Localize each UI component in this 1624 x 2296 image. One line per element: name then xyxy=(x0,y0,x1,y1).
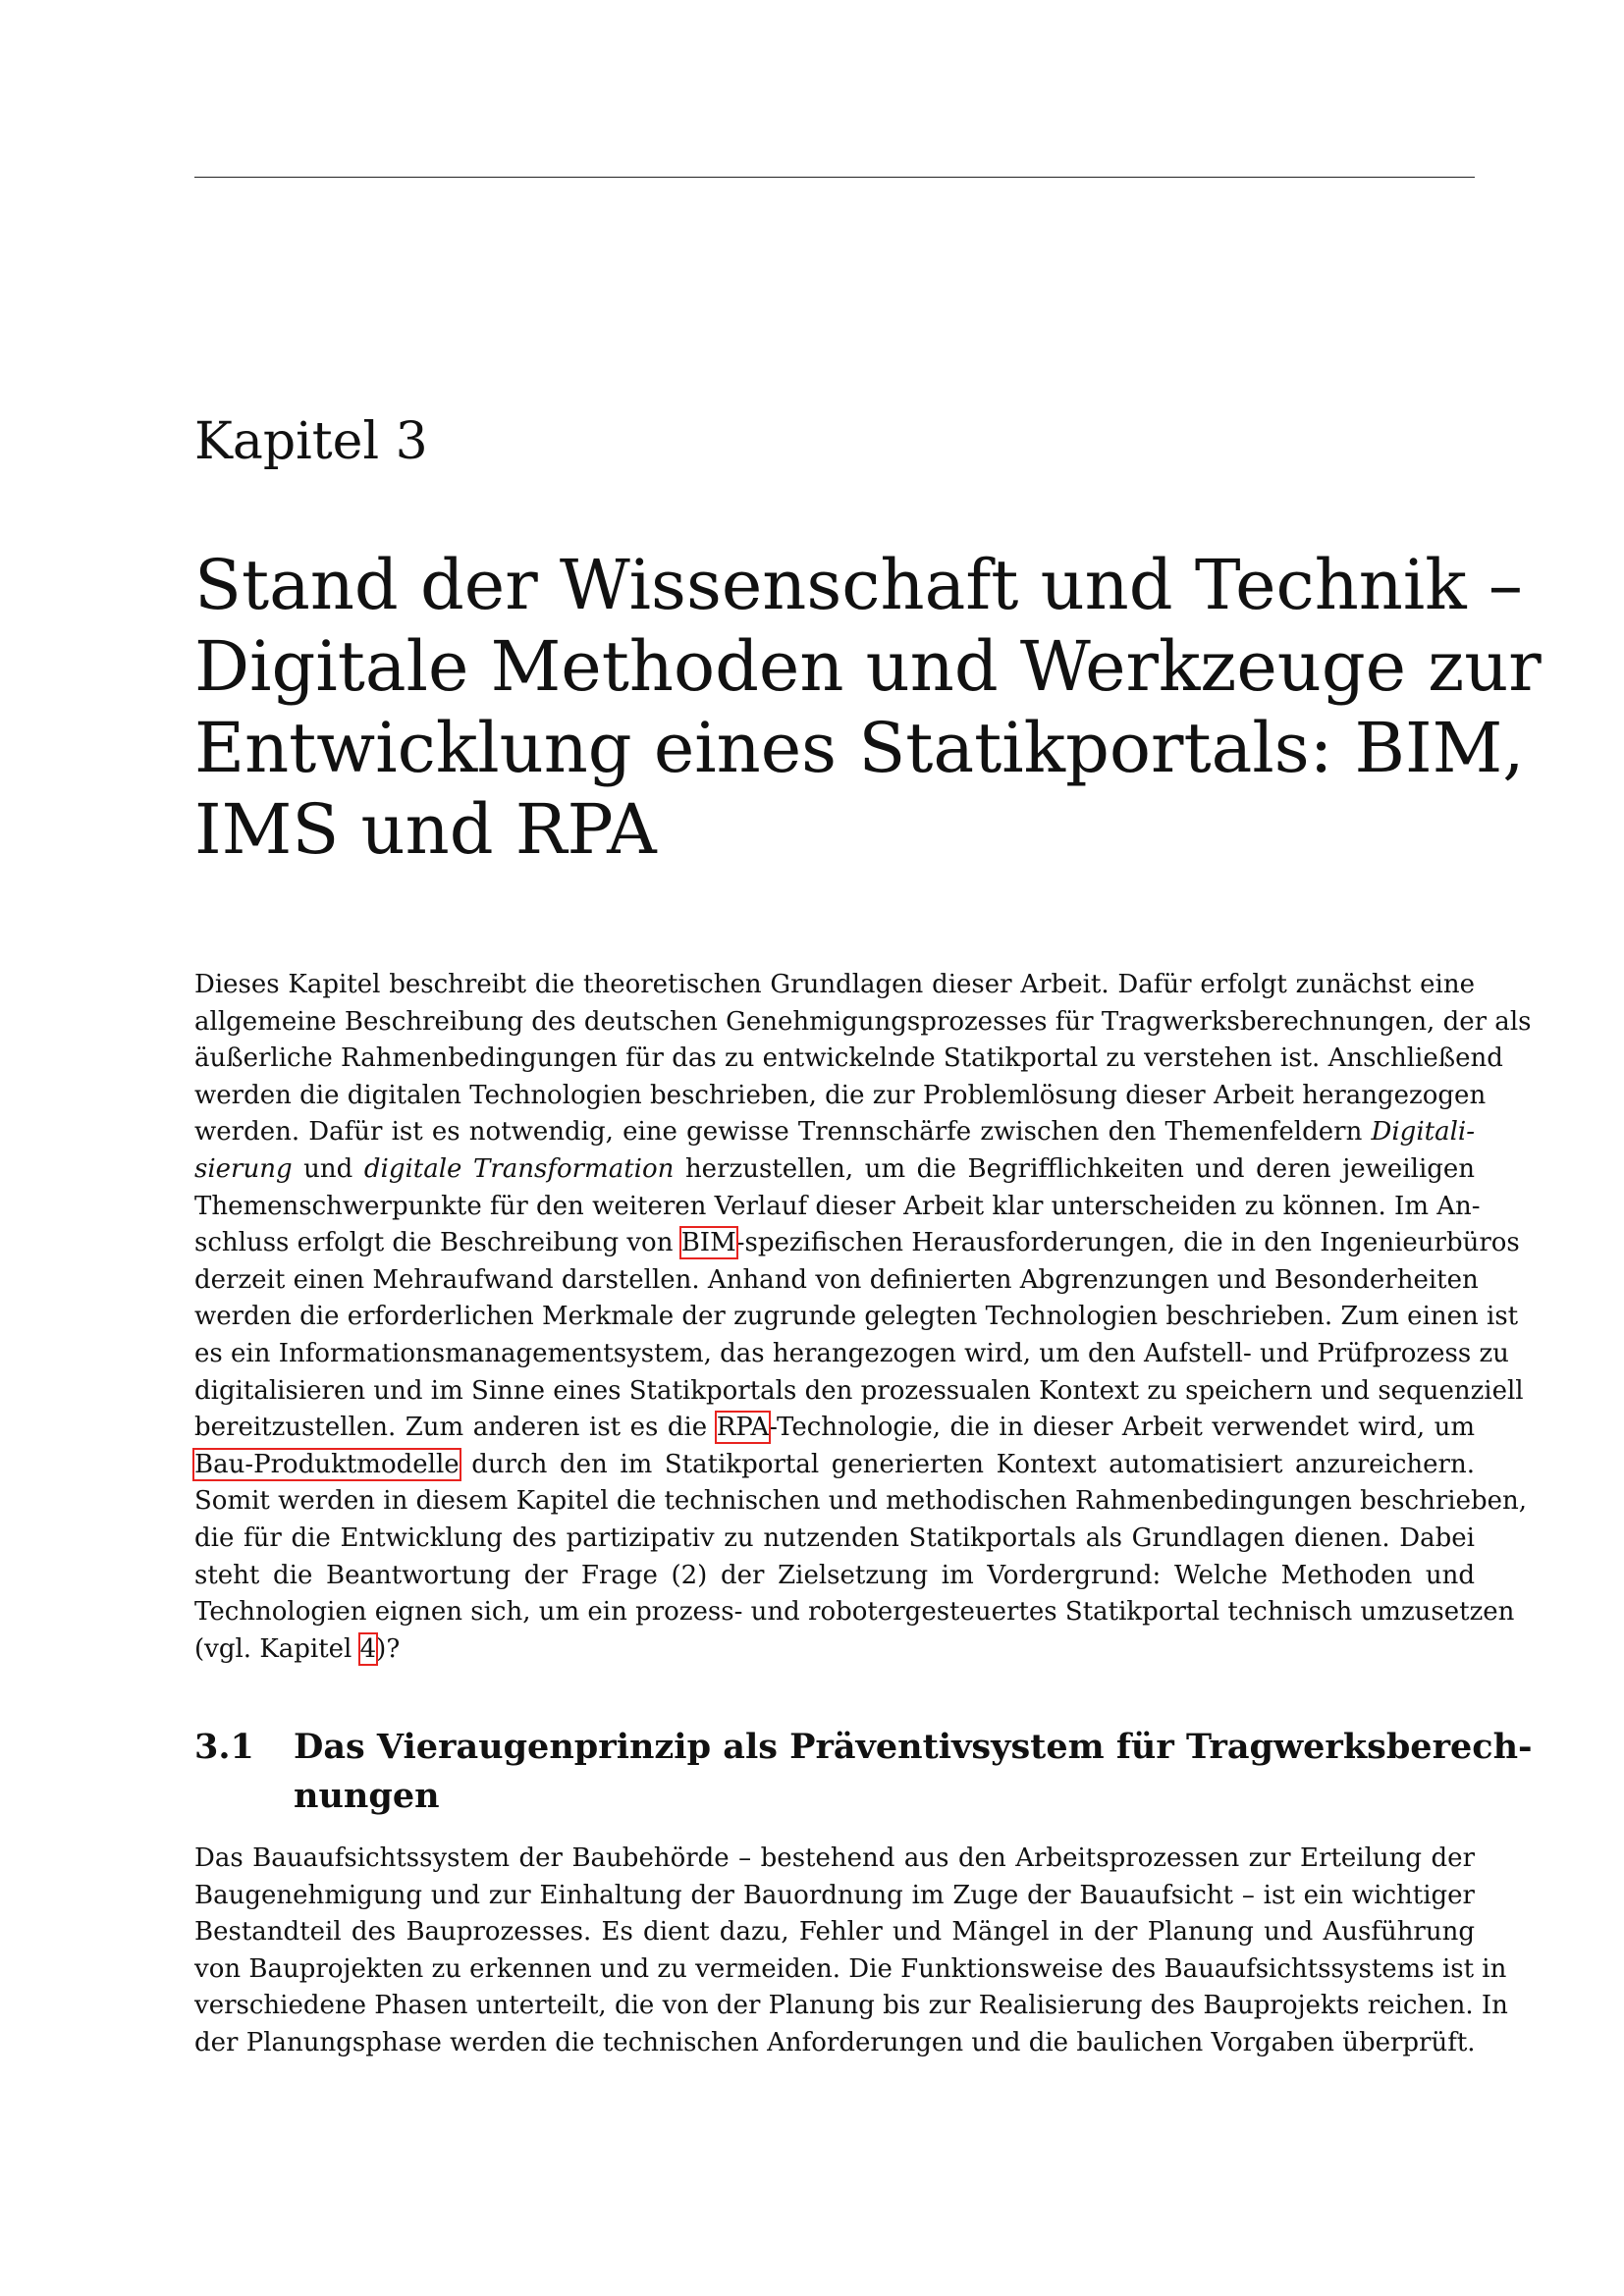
section-title-line: Das Vieraugenprinzip als Präventivsystem für Tragwerksberech- xyxy=(294,1727,1533,1767)
text-line: werden die digitalen Technologien beschrieben, die zur Problemlösung dieser Arbeit herangezogen xyxy=(194,1080,1487,1110)
text-line xyxy=(194,1225,1520,1262)
section-title xyxy=(294,1723,1533,1821)
text-line: allgemeine Beschreibung des deutschen Genehmigungsprozesses für Tragwerksberechnungen, der als xyxy=(194,1006,1532,1037)
glossary-link-rpa[interactable]: RPA xyxy=(716,1413,770,1443)
text-segment: -spezifischen Herausforderungen, die in den Ingenieurbüros xyxy=(735,1228,1520,1258)
glossary-link-bau-produktmodelle[interactable]: Bau-Produktmodelle xyxy=(194,1449,460,1479)
text-line: Somit werden in diesem Kapitel die technischen und methodischen Rahmenbedingungen beschrieben, xyxy=(194,1486,1527,1517)
text-line: derzeit einen Mehraufwand darstellen. Anhand von definierten Abgrenzungen und Besonderheiten xyxy=(194,1264,1479,1295)
chapter-reference-link[interactable]: 4 xyxy=(359,1633,377,1664)
text-segment: herzustellen, um die Begrifflichkeiten und deren jeweiligen xyxy=(684,1153,1476,1184)
text-line xyxy=(194,1410,1475,1447)
text-segment: durch den im Statikportal generierten Kontext automatisiert anzureichern. xyxy=(471,1449,1475,1479)
text-line: es ein Informationsmanagementsystem, das herangezogen wird, um den Aufstell- und Prüfprozess zu xyxy=(194,1338,1509,1368)
emphasis-digitalisierung-cont: sierung xyxy=(194,1153,293,1184)
text-segment: -Technologie, die in dieser Arbeit verwendet wird, um xyxy=(769,1413,1476,1443)
header-rule xyxy=(194,177,1475,178)
text-line: Bestandteil des Bauprozesses. Es dient dazu, Fehler und Mängel in der Planung und Ausführung xyxy=(194,1917,1475,1948)
text-line: der Planungsphase werden die technischen Anforderungen und die baulichen Vorgaben überprüft. xyxy=(194,2027,1476,2057)
text-line: die für die Entwicklung des partizipativ zu nutzenden Statikportals als Grundlagen dienen. Dabei xyxy=(194,1522,1475,1553)
text-line: Baugenehmigung und zur Einhaltung der Bauordnung im Zuge der Bauaufsicht – ist ein wichtiger xyxy=(194,1880,1475,1910)
text-line: werden die erforderlichen Merkmale der zugrunde gelegten Technologien beschrieben. Zum einen ist xyxy=(194,1302,1519,1332)
chapter-label: Kapitel 3 xyxy=(194,412,428,471)
text-line xyxy=(194,1114,1475,1151)
text-line xyxy=(194,1447,1475,1484)
text-line xyxy=(194,1151,1475,1189)
emphasis-digitalisierung: Digitali- xyxy=(1371,1117,1476,1148)
text-segment: schluss erfolgt die Beschreibung von xyxy=(194,1228,674,1258)
intro-paragraph xyxy=(194,967,1532,1668)
emphasis-digitale-transformation: digitale Transformation xyxy=(363,1153,675,1184)
text-line: von Bauprojekten zu erkennen und zu vermeiden. Die Funktionsweise des Bauaufsichtssystems ist in xyxy=(194,1953,1507,1984)
text-line xyxy=(194,1631,1475,1669)
section-paragraph xyxy=(194,1841,1508,2062)
text-segment: bereitzustellen. Zum anderen ist es die xyxy=(194,1413,708,1443)
section-number: 3.1 xyxy=(194,1727,254,1767)
text-segment: werden. Dafür ist es notwendig, eine gewisse Trennschärfe zwischen den Themenfeldern xyxy=(194,1117,1363,1148)
text-line: Themenschwerpunkte für den weiteren Verlauf dieser Arbeit klar unterscheiden zu können. Im An- xyxy=(194,1191,1481,1221)
text-line: verschiedene Phasen unterteilt, die von der Planung bis zur Realisierung des Bauprojekts reichen. In xyxy=(194,1991,1508,2021)
chapter-title-line: IMS und RPA xyxy=(194,789,657,870)
glossary-link-bim[interactable]: BIM xyxy=(680,1228,736,1258)
text-line: äußerliche Rahmenbedingungen für das zu entwickelnde Statikportal zu verstehen ist. Anschließend xyxy=(194,1043,1503,1074)
text-segment: und xyxy=(303,1153,353,1184)
chapter-title-line: Stand der Wissenschaft und Technik – xyxy=(194,545,1523,625)
section-title-line: nungen xyxy=(294,1776,440,1816)
text-segment: )? xyxy=(376,1633,401,1664)
text-segment: (vgl. Kapitel xyxy=(194,1633,352,1664)
text-line: steht die Beantwortung der Frage (2) der Zielsetzung im Vordergrund: Welche Methoden und xyxy=(194,1560,1475,1590)
text-line: Dieses Kapitel beschreibt die theoretischen Grundlagen dieser Arbeit. Dafür erfolgt zunächst eine xyxy=(194,970,1475,999)
text-line: Technologien eignen sich, um ein prozess- und robotergesteuertes Statikportal technisch umzusetzen xyxy=(194,1597,1515,1628)
chapter-title xyxy=(194,545,1542,871)
chapter-title-line: Digitale Methoden und Werkzeuge zur xyxy=(194,626,1542,707)
text-line: digitalisieren und im Sinne eines Statikportals den prozessualen Kontext zu speichern und sequenziell xyxy=(194,1375,1524,1406)
text-line: Das Bauaufsichtssystem der Baubehörde – bestehend aus den Arbeitsprozessen zur Erteilung der xyxy=(194,1843,1475,1873)
chapter-title-line: Entwicklung eines Statikportals: BIM, xyxy=(194,708,1525,788)
